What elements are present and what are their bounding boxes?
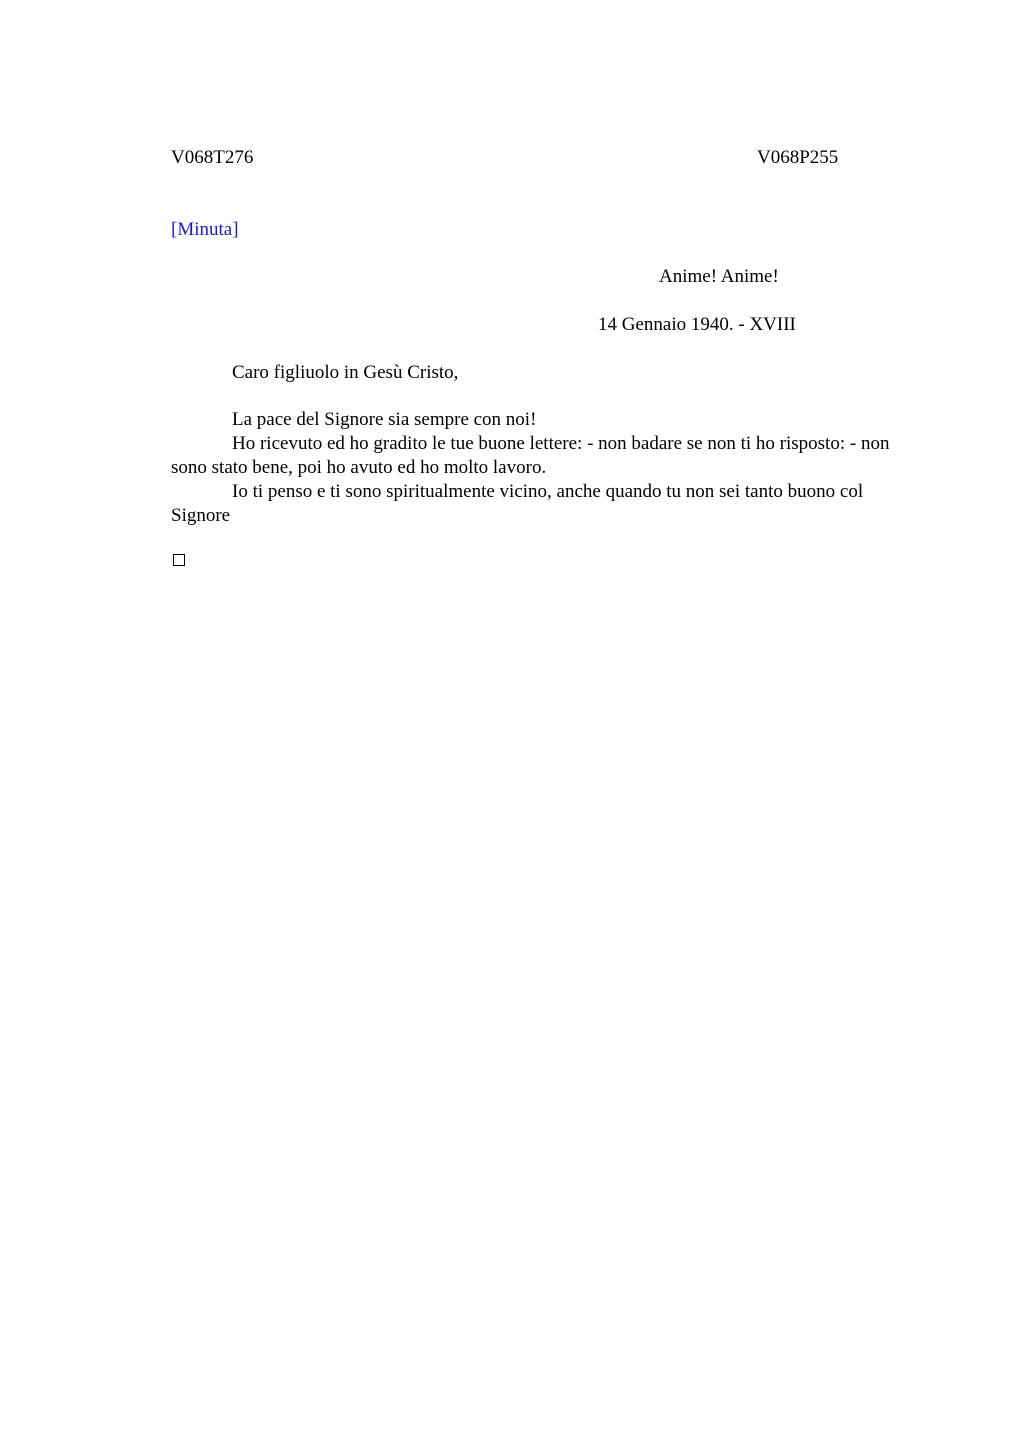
body-paragraph: La pace del Signore sia sempre con noi!	[232, 409, 537, 430]
body-paragraph: Io ti penso e ti sono spiritualmente vicino, anche quando tu non sei tanto buono col Signore	[171, 481, 864, 526]
minuta-tag: [Minuta]	[171, 219, 239, 240]
square-box-icon	[173, 554, 185, 566]
letter-motto: Anime! Anime!	[659, 266, 779, 287]
letter-salutation: Caro figliuolo in Gesù Cristo,	[232, 362, 459, 383]
letter-date: 14 Gennaio 1940. - XVIII	[598, 314, 796, 335]
document-code-left: V068T276	[171, 147, 254, 168]
document-code-right: V068P255	[757, 147, 839, 168]
letter-body	[171, 408, 921, 528]
body-paragraph: Ho ricevuto ed ho gradito le tue buone lettere: - non badare se non ti ho risposto: - non sono stato bene, poi ho avuto ed ho molto lavoro.	[171, 433, 890, 478]
